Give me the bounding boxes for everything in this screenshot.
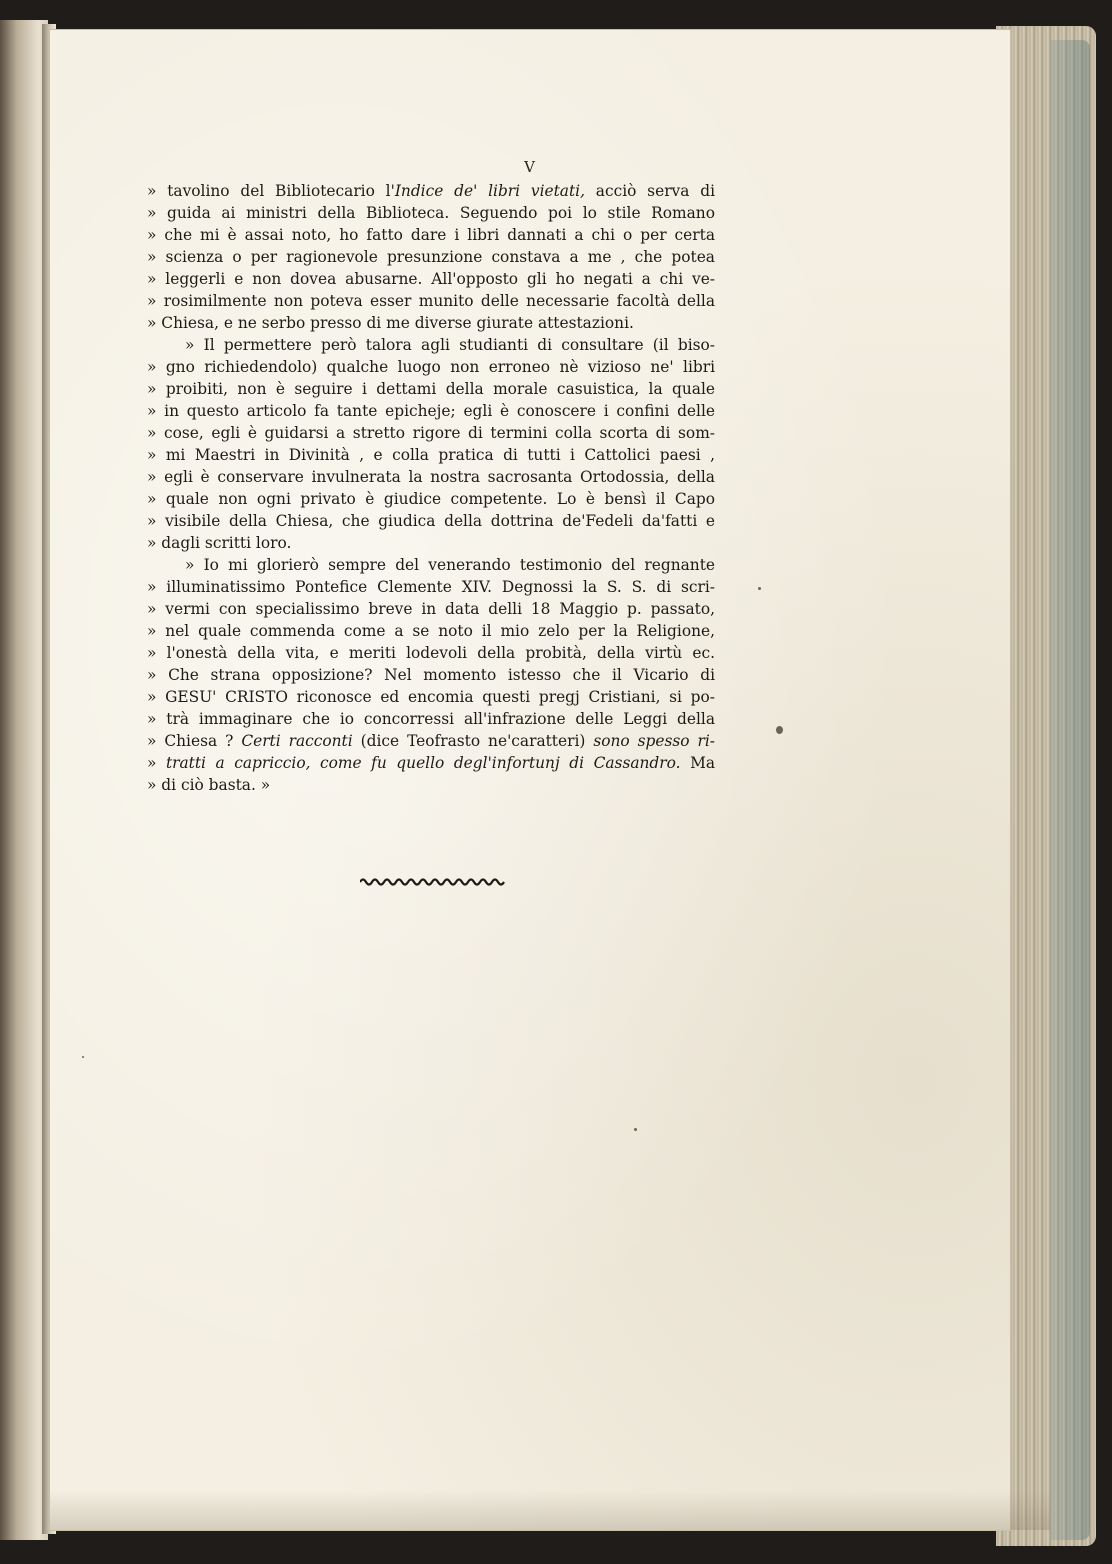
- text-run: » visibile della Chiesa, che giudica della dottrina de'Fedeli da'fatti e: [147, 512, 715, 530]
- text-run: » dagli scritti loro.: [147, 534, 292, 552]
- ink-speck: [82, 1056, 84, 1058]
- text-run: » quale non ogni privato è giudice competente. Lo è bensì il Capo: [147, 490, 715, 508]
- text-line: [147, 378, 715, 400]
- text-line: [147, 686, 715, 708]
- text-line: [147, 752, 715, 774]
- text-line: [147, 422, 715, 444]
- text-run: » mi Maestri in Divinità , e colla pratica di tutti i Cattolici paesi ,: [147, 446, 715, 464]
- text-run: » cose, egli è guidarsi a stretto rigore di termini colla scorta di som-: [147, 424, 715, 442]
- text-run: » GESU' CRISTO riconosce ed encomia questi pregj Cristiani, si po-: [147, 688, 715, 706]
- ink-speck: [634, 1128, 637, 1131]
- ink-speck: [758, 587, 761, 590]
- text-line: [147, 510, 715, 532]
- text-run: » illuminatissimo Pontefice Clemente XIV. Degnossi la S. S. di scri-: [147, 578, 715, 596]
- body-text: [147, 180, 715, 796]
- text-line: [147, 290, 715, 312]
- text-line: [147, 224, 715, 246]
- text-line: [147, 180, 715, 202]
- text-line: [147, 488, 715, 510]
- facing-page-edge: [0, 20, 48, 1540]
- text-line: [147, 202, 715, 224]
- text-line: [147, 312, 715, 334]
- text-line: [147, 642, 715, 664]
- text-line: [147, 334, 715, 356]
- text-run: » che mi è assai noto, ho fatto dare i libri dannati a chi o per certa: [147, 226, 715, 244]
- italic-run: sono spesso ri-: [593, 732, 715, 750]
- text-run: (dice Teofrasto ne'caratteri): [352, 732, 594, 750]
- text-line: [147, 532, 715, 554]
- text-run: » in questo articolo fa tante epicheje; egli è conoscere i confini delle: [147, 402, 715, 420]
- text-line: [147, 598, 715, 620]
- text-run: » vermi con specialissimo breve in data delli 18 Maggio p. passato,: [147, 600, 715, 618]
- text-line: [147, 576, 715, 598]
- text-line: [147, 708, 715, 730]
- text-run: » Il permettere però talora agli studianti di consultare (il biso-: [185, 336, 715, 354]
- text-line: [147, 554, 715, 576]
- text-run: » l'onestà della vita, e meriti lodevoli della probità, della virtù ec.: [147, 644, 715, 662]
- text-line: [147, 730, 715, 752]
- italic-run: tratti a capriccio, come fu quello degl'infortunj di Cassandro.: [165, 754, 681, 772]
- page-number: V: [524, 158, 536, 176]
- text-line: [147, 620, 715, 642]
- text-run: » guida ai ministri della Biblioteca. Seguendo poi lo stile Romano: [147, 204, 715, 222]
- text-line: [147, 356, 715, 378]
- italic-run: Certi racconti: [241, 732, 353, 750]
- text-run: » Chiesa, e ne serbo presso di me diverse giurate attestazioni.: [147, 314, 634, 332]
- text-line: [147, 774, 715, 796]
- text-line: [147, 466, 715, 488]
- text-line: [147, 246, 715, 268]
- text-run: » rosimilmente non poteva esser munito delle necessarie facoltà della: [147, 292, 715, 310]
- text-run: » Io mi glorierò sempre del venerando testimonio del regnante: [185, 556, 715, 574]
- text-run: » nel quale commenda come a se noto il mio zelo per la Religione,: [147, 622, 715, 640]
- text-run: » Chiesa ?: [147, 732, 242, 750]
- text-run: » leggerli e non dovea abusarne. All'opposto gli ho negati a chi ve-: [147, 270, 715, 288]
- text-line: [147, 444, 715, 466]
- page-bottom-shadow: [50, 1490, 1050, 1530]
- text-run: » Che strana opposizione? Nel momento istesso che il Vicario di: [147, 666, 715, 684]
- text-run: » di ciò basta. »: [147, 776, 271, 794]
- text-run: acciò serva di: [584, 182, 715, 200]
- text-line: [147, 268, 715, 290]
- ink-speck: [776, 726, 783, 734]
- text-line: [147, 400, 715, 422]
- text-run: Ma: [680, 754, 716, 772]
- italic-run: Indice de' libri vietati,: [394, 182, 585, 200]
- wavy-rule-ornament: [360, 875, 505, 889]
- text-line: [147, 664, 715, 686]
- text-run: » gno richiedendolo) qualche luogo non erroneo nè vizioso ne' libri: [147, 358, 715, 376]
- page-edges-tint: [1050, 40, 1090, 1540]
- text-run: » trà immaginare che io concorressi all'infrazione delle Leggi della: [147, 710, 715, 728]
- book-page: [50, 30, 1010, 1530]
- text-run: » tavolino del Bibliotecario l': [147, 182, 395, 200]
- text-run: » egli è conservare invulnerata la nostra sacrosanta Ortodossia, della: [147, 468, 715, 486]
- text-run: » proibiti, non è seguire i dettami della morale casuistica, la quale: [147, 380, 715, 398]
- text-run: » scienza o per ragionevole presunzione constava a me , che potea: [147, 248, 715, 266]
- text-run: »: [147, 754, 166, 772]
